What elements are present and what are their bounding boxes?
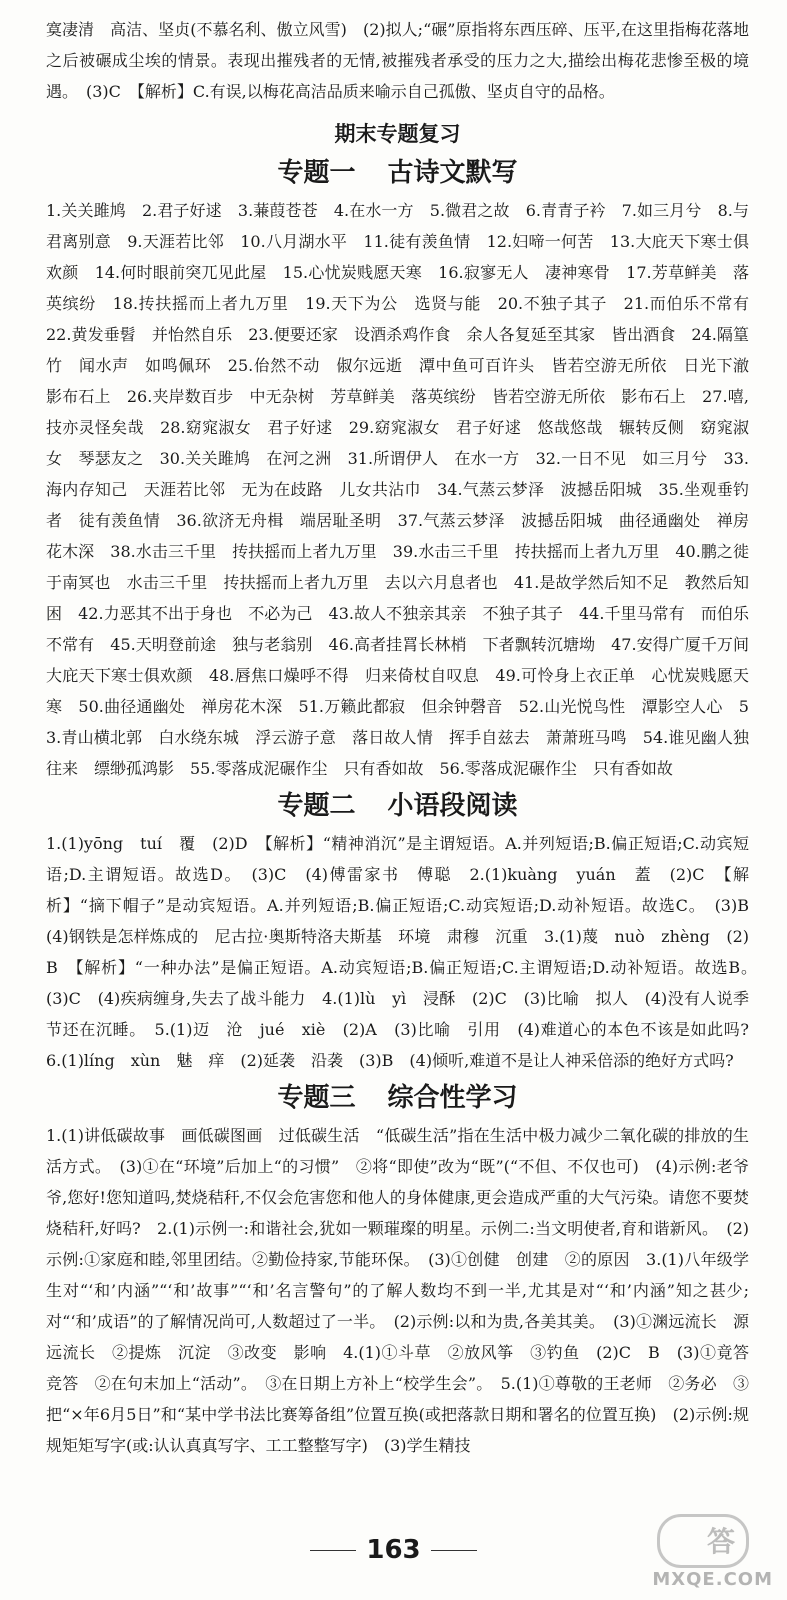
- topic2-answers: 1.(1)yōng tuí 覆 (2)D 【解析】“精神消沉”是主谓短语。A.并列短语;B.偏正短语;C.动宾短语;D.主谓短语。故选D。 (3)C (4)傅雷家书 傅聪 2.(1)kuàng yuán 蓋 (2)C 【解析】“摘下帽子”是动宾短语。A.并列短语;B.偏正短语;C.动宾短语;D.动补短语。故选C。 (3)B (4)钢铁是怎样炼成的 尼古拉·奥斯特洛夫斯基 环境 肃穆 沉重 3.(1)蔑 nuò zhèng (2)B 【解析】“一种办法”是偏正短语。A.动宾短语;B.偏正短语;C.主谓短语;D.动补短语。故选B。 (3)C (4)疾病缠身,失去了战斗能力 4.(1)lù yì 浸酥 (2)C (3)比喻 拟人 (4)没有人说季节还在沉睡。 5.(1)迈 沧 jué xiè (2)A (3)比喻 引用 (4)难道心的本色不该是如此吗? 6.(1)líng xùn 魅 痒 (2)延袭 沿袭 (3)B (4)倾听,难道不是让人神采倍添的绝好方式吗?: [46, 834, 766, 1070]
- topic1-name: 古诗文默写: [387, 158, 518, 188]
- topic3-name: 综合性学习: [387, 1083, 518, 1113]
- topic2-heading: [46, 784, 749, 828]
- watermark-logo: [629, 1508, 779, 1594]
- watermark-glyph: 答: [706, 1525, 735, 1558]
- topic2-name: 小语段阅读: [387, 791, 518, 821]
- page-number: 163: [366, 1535, 421, 1565]
- topic3-number: 专题三: [277, 1083, 356, 1113]
- intro-paragraph: 寞凄清 高洁、坚贞(不慕名利、傲立风雪) (2)拟人;“碾”原指将东西压碎、压平,在这里指梅花落地之后被碾成尘埃的情景。表现出摧残者的无情,被摧残者承受的压力之大,描绘出梅花悲惨至极的境遇。 (3)C 【解析】C.有误,以梅花高洁品质来喻示自己孤傲、坚贞自守的品格。: [46, 20, 749, 101]
- topic2-number: 专题二: [277, 791, 356, 821]
- topic3-answers: 1.(1)讲低碳故事 画低碳图画 过低碳生活 “低碳生活”指在生活中极力减少二氧化碳的排放的生活方式。 (3)①在“环境”后加上“的习惯” ②将“即使”改为“既”(“不但、不仅也可) (4)示例:老爷爷,您好!您知道吗,焚烧秸秆,不仅会危害您和他人的身体健康,更会造成严重的大气污染。请您不要焚烧秸秆,好吗? 2.(1)示例一:和谐社会,犹如一颗璀璨的明星。示例二:当文明使者,育和谐新风。 (2)示例:①家庭和睦,邻里团结。②勤俭持家,节能环保。 (3)①创健 创建 ②的原因 3.(1)八年级学生对“‘和’内涵”“‘和’故事”“‘和’名言警句”的了解人数均不到一半,尤其是对“‘和’内涵”知之甚少;对“‘和’成语”的了解情况尚可,人数超过了一半。 (2)示例:以和为贵,各美其美。 (3)①渊远流长 源远流长 ②提炼 沉淀 ③改变 影响 4.(1)①斗草 ②放风筝 ③钓鱼 (2)C B (3)①竟答 竞答 ②在句末加上“活动”。 ③在日期上方补上“校学生会”。 5.(1)①尊敬的王老师 ②务必 ③把“×年6月5日”和“某中学书法比赛筹备组”位置互换(或把落款日期和署名的位置互换) (2)示例:规规矩矩写字(或:认认真真写字、工工整整写字) (3)学生精技: [46, 1126, 766, 1455]
- topic1-answers: 1.关关雎鸠 2.君子好逑 3.蒹葭苍苍 4.在水一方 5.微君之故 6.青青子衿 7.如三月兮 8.与君离别意 9.天涯若比邻 10.八月湖水平 11.徒有羡鱼情 12.妇啼一何苦 13.大庇天下寒士俱欢颜 14.何时眼前突兀见此屋 15.心忧炭贱愿天寒 16.寂寥无人 凄神寒骨 17.芳草鲜美 落英缤纷 18.抟扶摇而上者九万里 19.天下为公 选贤与能 20.不独子其子 21.而伯乐不常有 22.黄发垂髫 并怡然自乐 23.便要还家 设酒杀鸡作食 余人各复延至其家 皆出酒食 24.隔篁竹 闻水声 如鸣佩环 25.佁然不动 俶尔远逝 潭中鱼可百许头 皆若空游无所依 日光下澈 影布石上 26.夹岸数百步 中无杂树 芳草鲜美 落英缤纷 皆若空游无所依 影布石上 27.嘻,技亦灵怪矣哉 28.窈窕淑女 君子好逑 29.窈窕淑女 君子好逑 悠哉悠哉 辗转反侧 窈窕淑女 琴瑟友之 30.关关雎鸠 在河之洲 31.所谓伊人 在水一方 32.一日不见 如三月兮 33.海内存知己 天涯若比邻 无为在歧路 儿女共沾巾 34.气蒸云梦泽 波撼岳阳城 35.坐观垂钓者 徒有羡鱼情 36.欲济无舟楫 端居耻圣明 37.气蒸云梦泽 波撼岳阳城 曲径通幽处 禅房花木深 38.水击三千里 抟扶摇而上者九万里 39.水击三千里 抟扶摇而上者九万里 40.鹏之徙于南冥也 水击三千里 抟扶摇而上者九万里 去以六月息者也 41.是故学然后知不足 教然后知困 42.力恶其不出于身也 不必为己 43.故人不独亲其亲 不独子其子 44.千里马常有 而伯乐不常有 45.天明登前途 独与老翁别 46.高者挂罥长林梢 下者飘转沉塘坳 47.安得广厦千万间 大庇天下寒士俱欢颜 48.唇焦口燥呼不得 归来倚杖自叹息 49.可怜身上衣正单 心忧炭贱愿天寒 50.曲径通幽处 禅房花木深 51.万籁此都寂 但余钟磬音 52.山光悦鸟性 潭影空人心 53.青山横北郭 白水绕东城 浮云游子意 落日故人情 挥手自兹去 萧萧班马鸣 54.谁见幽人独往来 缥缈孤鸿影 55.零落成泥碾作尘 只有香如故 56.零落成泥碾作尘 只有香如故: [46, 201, 766, 778]
- section-title: 期末专题复习: [334, 121, 461, 146]
- topic1-number: 专题一: [277, 158, 356, 188]
- watermark-badge-icon: [657, 1514, 749, 1568]
- topic3-heading: [46, 1076, 749, 1120]
- footer-dash-right: [431, 1550, 477, 1551]
- watermark-text: MXQE.COM: [652, 1569, 773, 1590]
- topic1-heading: [46, 151, 749, 195]
- footer-dash-left: [310, 1550, 356, 1551]
